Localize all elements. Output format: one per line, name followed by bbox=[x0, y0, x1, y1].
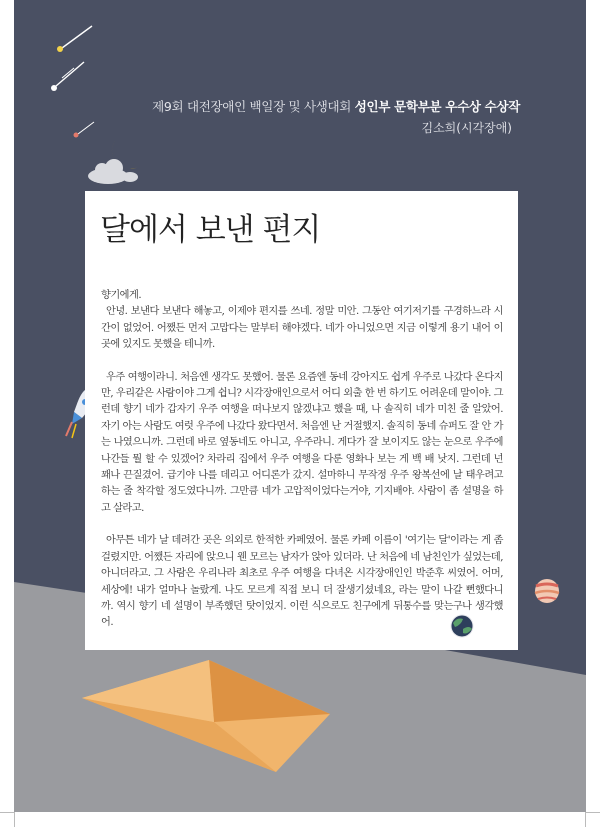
author-name: 김소희(시각장애) bbox=[421, 121, 512, 135]
award-caption: 제9회 대전장애인 백일장 및 사생대회 성인부 문학부분 우수상 수상작 bbox=[152, 99, 520, 114]
crop-mark bbox=[14, 812, 15, 827]
crop-mark bbox=[0, 812, 14, 813]
crop-mark bbox=[586, 812, 600, 813]
planet-icon bbox=[530, 574, 564, 608]
letter-title: 달에서 보낸 편지 bbox=[100, 212, 321, 248]
cloud-icon bbox=[88, 159, 138, 184]
letter-paragraph: 아무튼 네가 날 데려간 곳은 의외로 한적한 카페였어. 물론 카페 이름이 '여기는 달'이라는 게 좀 걸렸지만. 어쨌든 자리에 앉으니 웬 모르는 남자가 앉아 있더라. 난 처음에 네 남친인가 싶었는데, 아니더라고. 그 사람은 우리나라 최초로 우주 여행을 다녀온 시각장애인인 박준후 씨였어. 어머, 세상에! 내가 얼마나 놀랐게. 나도 모르게 직접 보니 더 잘생기셨네요, 라는 말이 나갈 뻔했다니까. 역시 향기 네 설명이 부족했던 탓이었지. 이런 식으로도 친구에게 뒤통수를 맞는구나 생각했어. bbox=[101, 535, 503, 629]
earth-icon bbox=[447, 611, 477, 641]
letter-greeting: 향기에게. bbox=[101, 290, 142, 301]
envelope-illustration bbox=[82, 660, 330, 772]
letter-card bbox=[85, 191, 518, 650]
crop-mark bbox=[585, 812, 586, 827]
shooting-star-icon bbox=[50, 20, 130, 100]
letter-body bbox=[101, 288, 503, 648]
letter-paragraph: 안녕. 보낸다 보낸다 해놓고, 이제야 편지를 쓰네. 정말 미안. 그동안 여기저기를 구경하느라 시간이 없었어. 어쨌든 먼저 고맙다는 말부터 해야겠다. 네가 아니었으면 지금 이렇게 용기 내어 이곳에 있지도 못했을 테니까. bbox=[101, 306, 503, 351]
award-category: 성인부 문학부분 우수상 수상작 bbox=[354, 99, 520, 114]
moon-icon bbox=[84, 132, 154, 188]
letter-paragraph: 우주 여행이라니. 처음엔 생각도 못했어. 물론 요즘엔 동네 강아지도 쉽게 우주로 나갔다 온다지만, 우리같은 사람이야 그게 쉽니? 시각장애인으로서 어디 외출 한 번 하기도 어려운데 말이야. 그런데 향기 네가 갑자기 우주 여행을 떠나보지 않겠냐고 했을 때, 나 솔직히 네가 미친 줄 알았어. 자기 아는 사람도 여럿 우주에 나갔다 왔다면서. 처음엔 난 거절했지. 솔직히 동네 슈퍼도 잘 안 가는 나였으니까. 그런데 바로 옆동네도 아니고, 우주라니. 게다가 잘 보이지도 않는 눈으로 우주에 나간들 뭘 할 수 있겠어? 차라리 집에서 우주 여행을 다룬 영화나 보는 게 백 배 낫지. 그런데 넌 꽤나 끈질겼어. 급기야 나를 데리고 어디론가 갔지. 설마하니 무작정 우주 왕복선에 날 태우려고 하는 줄 착각할 정도였다니까. 그만큼 네가 고압적이었다는거야, 기지배야. 사람이 좀 설명을 하고 살라고. bbox=[101, 371, 503, 514]
